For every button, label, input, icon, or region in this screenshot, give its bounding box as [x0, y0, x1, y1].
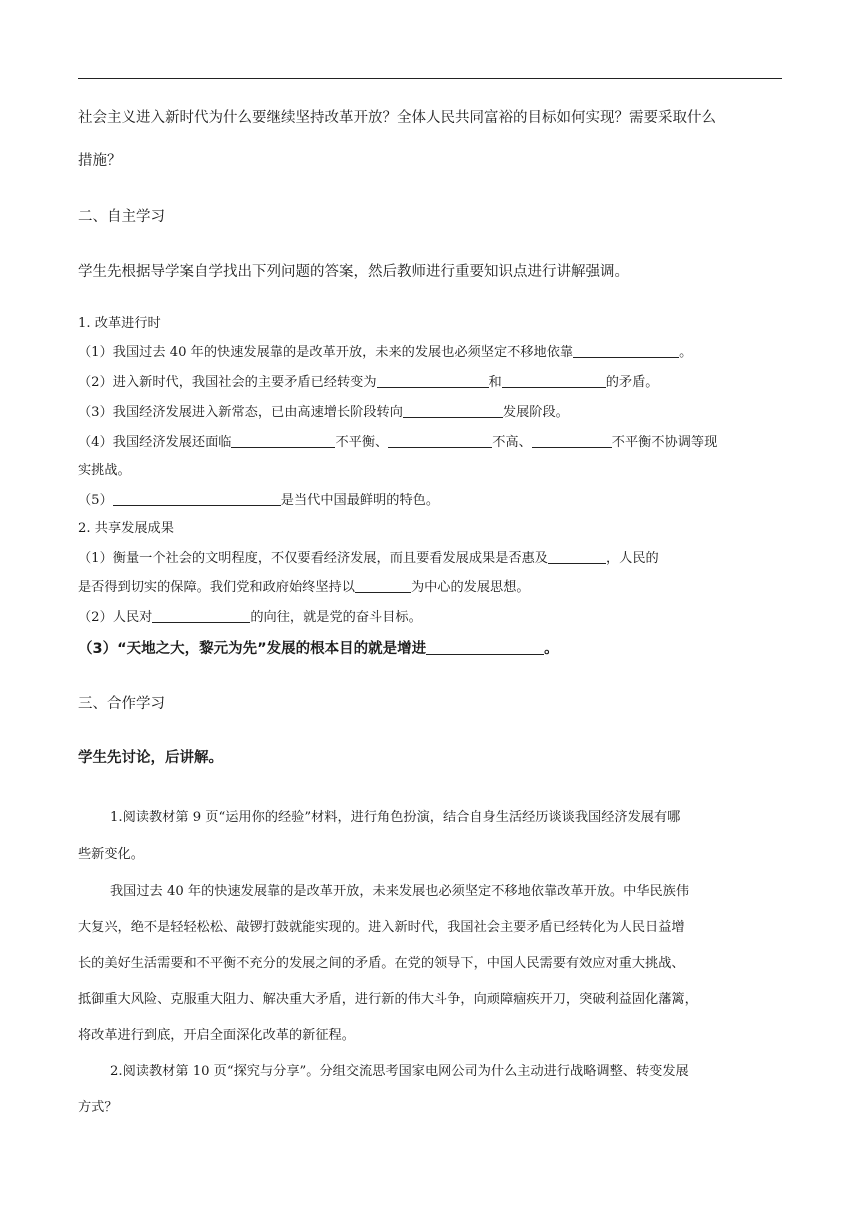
section-3-instruction: 学生先讨论，后讲解。: [78, 750, 223, 766]
answer-blank[interactable]: [388, 434, 492, 448]
answer-line-5: 将改革进行到底，开启全面深化改革的新征程。: [78, 1028, 355, 1043]
question-5-end: 是当代中国最鲜明的特色。: [280, 493, 440, 508]
answer-line-2: 大复兴，绝不是轻轻松松、敲锣打鼓就能实现的。进入新时代，我国社会主要矛盾已经转化为人民日益增: [78, 920, 685, 935]
question-8-end: 。: [544, 641, 559, 657]
answer-blank[interactable]: [548, 550, 606, 564]
task-2-continued: 方式？: [78, 1100, 118, 1115]
section-3-heading: 三、合作学习: [78, 696, 165, 712]
header-rule: [78, 78, 782, 79]
answer-blank[interactable]: [113, 492, 281, 506]
answer-line-1: 我国过去 40 年的快速发展靠的是改革开放，未来发展也必须坚定不移地依靠改革开放。中华民族伟: [110, 884, 690, 899]
question-2-mid: 和: [488, 375, 502, 390]
question-5-text: （5）: [78, 493, 113, 508]
answer-blank[interactable]: [502, 374, 606, 388]
task-1: 1.阅读教材第 9 页“运用你的经验”材料，进行角色扮演，结合自身生活经历谈谈我国经济发展有哪: [110, 810, 681, 825]
question-2-text: （2）进入新时代，我国社会的主要矛盾已经转变为: [78, 375, 377, 390]
question-3-text: （3）我国经济发展进入新常态，已由高速增长阶段转向: [78, 405, 403, 420]
answer-blank[interactable]: [377, 374, 489, 388]
answer-line-3: 长的美好生活需要和不平衡不充分的发展之间的矛盾。在党的领导下，中国人民需要有效应对重大挑战、: [78, 956, 685, 971]
answer-blank[interactable]: [573, 344, 679, 358]
task-1-continued: 些新变化。: [78, 847, 144, 862]
section-2-instruction: 学生先根据导学案自学找出下列问题的答案，然后教师进行重要知识点进行讲解强调。: [78, 264, 629, 280]
answer-blank[interactable]: [426, 640, 544, 656]
answer-blank[interactable]: [231, 434, 335, 448]
question-6-part-d: 为中心的发展思想。: [410, 580, 530, 595]
task-2: 2.阅读教材第 10 页“探究与分享”。分组交流思考国家电网公司为什么主动进行战略调整、转变发展: [110, 1064, 689, 1079]
question-2-end: 的矛盾。: [605, 375, 659, 390]
question-6-part-b: ，人民的: [605, 551, 659, 566]
part-2-title: 2. 共享发展成果: [78, 521, 174, 536]
question-4-part-c: 不高、: [492, 435, 532, 450]
question-4: [78, 431, 782, 450]
question-6-continued: [78, 576, 782, 595]
question-4-text: （4）我国经济发展还面临: [78, 435, 232, 450]
question-4-continued: 实挑战。: [78, 463, 131, 478]
question-7-end: 的向往，就是党的奋斗目标。: [250, 610, 422, 625]
question-6-part-c: 是否得到切实的保障。我们党和政府始终坚持以: [78, 580, 355, 595]
question-8-text: （3）“天地之大，黎元为先”发展的根本目的就是增进: [78, 641, 427, 657]
answer-blank[interactable]: [403, 404, 503, 418]
answer-blank[interactable]: [355, 579, 411, 593]
question-6: [78, 547, 782, 566]
section-2-heading: 二、自主学习: [78, 209, 165, 225]
question-4-part-d: 不平衡不协调等现: [611, 435, 718, 450]
answer-blank[interactable]: [532, 434, 612, 448]
question-3-end: 发展阶段。: [502, 405, 569, 420]
question-1: [78, 341, 782, 360]
question-8: [78, 637, 782, 658]
intro-line-1: 社会主义进入新时代为什么要继续坚持改革开放？全体人民共同富裕的目标如何实现？需要采取什么: [78, 110, 716, 126]
question-7: [78, 606, 782, 625]
question-7-text: （2）人民对: [78, 610, 153, 625]
question-3: [78, 401, 782, 420]
answer-line-4: 抵御重大风险、克服重大阻力、解决重大矛盾，进行新的伟大斗争，向顽障痼疾开刀，突破利益固化藩篱，: [78, 992, 698, 1007]
intro-line-2: 措施？: [78, 153, 122, 169]
question-2: [78, 371, 782, 390]
question-4-part-b: 不平衡、: [335, 435, 389, 450]
answer-blank[interactable]: [152, 609, 250, 623]
question-6-text: （1）衡量一个社会的文明程度，不仅要看经济发展，而且要看发展成果是否惠及: [78, 551, 548, 566]
question-1-text: （1）我国过去 40 年的快速发展靠的是改革开放，未来的发展也必须坚定不移地依靠: [78, 345, 574, 360]
part-1-title: 1. 改革进行时: [78, 316, 161, 331]
question-1-end: 。: [679, 345, 693, 360]
question-5: [78, 489, 782, 508]
